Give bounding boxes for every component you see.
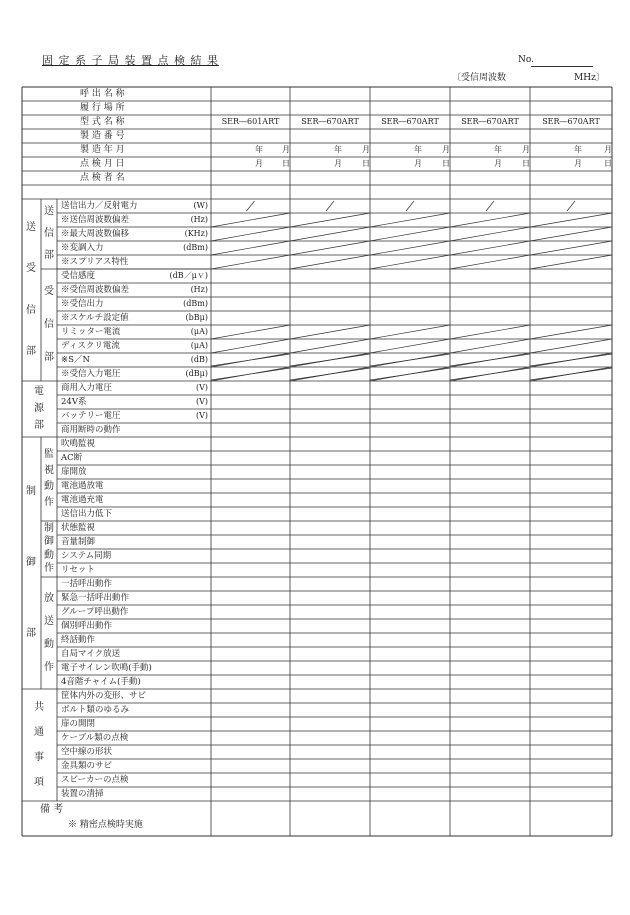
output-slash — [486, 201, 494, 211]
not-applicable-slash — [211, 325, 290, 339]
month-unit: 月 — [574, 159, 582, 168]
day-unit: 日 — [604, 159, 612, 168]
output-slash — [326, 201, 334, 211]
number-label: No. — [518, 55, 534, 65]
item-label: AC断 — [61, 453, 83, 463]
not-applicable-slash — [290, 241, 370, 255]
not-applicable-slash — [370, 354, 450, 366]
model-name: SER―670ART — [301, 117, 359, 126]
item-unit: (bBμ) — [185, 313, 208, 322]
not-applicable-slash — [290, 227, 370, 241]
item-label: 空中線の形状 — [61, 747, 113, 757]
month-unit: 月 — [494, 159, 502, 168]
not-applicable-slash — [370, 325, 450, 339]
not-applicable-slash — [211, 354, 290, 366]
section-label-dengen: 部 — [34, 420, 44, 432]
info-row-label: 型 式 名 称 — [80, 117, 125, 127]
not-applicable-slash — [530, 339, 612, 353]
section-label-sousin: 部 — [44, 250, 54, 261]
section-label-sousin-jusin: 部 — [26, 346, 36, 358]
section-label-sousin-jusin: 受 — [26, 263, 36, 275]
not-applicable-slash — [370, 368, 450, 380]
not-applicable-slash — [530, 368, 612, 380]
frequency-unit: MHz〕 — [574, 73, 605, 83]
item-label: 筐体内外の変形、サビ — [61, 691, 147, 701]
item-label: スピーカーの点検 — [61, 775, 129, 785]
year-unit: 年 — [414, 145, 422, 154]
item-label: ※受信入力電圧 — [61, 369, 121, 379]
month-unit: 月 — [362, 145, 370, 154]
not-applicable-slash — [290, 368, 370, 380]
not-applicable-slash — [450, 325, 530, 339]
section-label-kanshi: 監 — [44, 449, 54, 460]
item-label: 終話動作 — [61, 635, 96, 645]
item-label: 扉の開閉 — [61, 719, 96, 729]
year-unit: 年 — [574, 145, 582, 154]
section-label-seigyo: 制 — [26, 486, 36, 498]
item-label: バッテリー電圧 — [61, 411, 121, 421]
section-label-housou: 放 — [44, 592, 54, 604]
not-applicable-slash — [530, 255, 612, 269]
item-label: 吹鳴監視 — [61, 439, 96, 449]
item-label: 自局マイク放送 — [61, 649, 121, 659]
not-applicable-slash — [290, 339, 370, 353]
item-label: 電子サイレン吹鳴(手動) — [61, 663, 152, 673]
not-applicable-slash — [211, 227, 290, 241]
section-label-jusin: 信 — [44, 319, 54, 330]
item-label: リセット — [61, 565, 95, 575]
not-applicable-slash — [530, 213, 612, 227]
day-unit: 日 — [522, 159, 530, 168]
item-label: システム同期 — [61, 551, 112, 561]
month-unit: 月 — [255, 159, 263, 168]
item-unit: (dBm) — [183, 299, 208, 308]
item-label: 4音階チャイム(手動) — [61, 677, 141, 687]
section-label-seigyo: 御 — [26, 557, 36, 568]
item-label: 金具類のサビ — [61, 761, 113, 771]
section-label-sousin-jusin: 信 — [26, 304, 36, 316]
item-label: 24V系 — [61, 397, 87, 407]
section-label-kyoutsuu: 通 — [34, 726, 44, 738]
item-unit: (Hz) — [190, 285, 208, 294]
item-label: ※スケルチ設定値 — [61, 313, 129, 323]
section-label-seigyo: 部 — [26, 627, 36, 639]
section-label-seigyo-dousa: 作 — [44, 563, 54, 575]
month-unit: 月 — [414, 159, 422, 168]
model-name: SER―670ART — [461, 117, 519, 126]
item-unit: (dB) — [190, 355, 208, 364]
not-applicable-slash — [530, 241, 612, 255]
section-label-housou: 作 — [44, 661, 54, 673]
not-applicable-slash — [370, 213, 450, 227]
not-applicable-slash — [530, 354, 612, 366]
section-label-kanshi: 視 — [44, 465, 54, 476]
month-unit: 月 — [522, 145, 530, 154]
not-applicable-slash — [290, 354, 370, 366]
not-applicable-slash — [211, 339, 290, 353]
day-unit: 日 — [282, 159, 290, 168]
output-slash — [247, 201, 255, 211]
year-unit: 年 — [334, 145, 342, 154]
section-label-seigyo-dousa: 御 — [44, 536, 54, 548]
not-applicable-slash — [370, 339, 450, 353]
not-applicable-slash — [211, 255, 290, 269]
not-applicable-slash — [450, 241, 530, 255]
info-row-label: 製 造 年 月 — [80, 145, 125, 155]
item-label: 商用入力電圧 — [61, 383, 113, 393]
not-applicable-slash — [450, 368, 530, 380]
item-label: ※S／N — [61, 355, 90, 365]
info-row-label: 製 造 番 号 — [80, 131, 125, 141]
not-applicable-slash — [530, 325, 612, 339]
item-label: ディスクリ電流 — [61, 341, 120, 351]
section-label-jusin: 受 — [44, 285, 54, 297]
not-applicable-slash — [450, 339, 530, 353]
day-unit: 日 — [362, 159, 370, 168]
item-label: 電池過放電 — [61, 481, 104, 491]
section-label-kanshi: 動 — [44, 481, 54, 492]
not-applicable-slash — [290, 325, 370, 339]
item-label: 電池過充電 — [61, 495, 104, 505]
item-label: ボルト類のゆるみ — [61, 705, 130, 715]
section-label-dengen: 源 — [34, 403, 44, 414]
not-applicable-slash — [211, 213, 290, 227]
item-label: ※受信周波数偏差 — [61, 285, 130, 295]
item-unit: (Hz) — [190, 215, 208, 224]
remarks-label: 備 考 — [40, 804, 64, 815]
not-applicable-slash — [290, 255, 370, 269]
item-label: ※送信周波数偏差 — [61, 215, 130, 225]
section-label-kyoutsuu: 共 — [34, 701, 44, 713]
item-unit: (μA) — [190, 327, 208, 336]
item-unit: (KHz) — [184, 229, 208, 238]
item-label: グループ呼出動作 — [61, 607, 129, 617]
year-unit: 年 — [255, 145, 263, 154]
item-label: 個別呼出動作 — [61, 621, 113, 631]
section-label-seigyo-dousa: 動 — [44, 549, 54, 561]
item-unit: (μA) — [190, 341, 208, 350]
month-unit: 月 — [334, 159, 342, 168]
info-row-label: 点 検 者 名 — [80, 173, 125, 183]
output-slash — [567, 201, 575, 211]
section-label-housou: 動 — [44, 638, 54, 650]
item-unit: (V) — [195, 383, 208, 392]
month-unit: 月 — [282, 145, 290, 154]
year-unit: 年 — [494, 145, 502, 154]
not-applicable-slash — [211, 368, 290, 380]
not-applicable-slash — [530, 227, 612, 241]
section-label-dengen: 電 — [34, 385, 44, 397]
model-name: SER―670ART — [381, 117, 439, 126]
item-label: リミッター電流 — [61, 327, 121, 337]
item-label: 状態監視 — [61, 523, 96, 533]
item-label: ※最大周波数偏移 — [61, 229, 130, 239]
section-label-kanshi: 作 — [44, 497, 54, 508]
item-label: ケーブル類の点検 — [61, 733, 129, 743]
day-unit: 日 — [442, 159, 450, 168]
section-label-seigyo-dousa: 制 — [44, 522, 54, 534]
item-unit: (V) — [195, 411, 208, 420]
info-row-label: 点 検 月 日 — [80, 159, 125, 169]
not-applicable-slash — [450, 255, 530, 269]
info-row-label: 呼 出 名 称 — [80, 89, 125, 99]
section-label-sousin-jusin: 送 — [26, 221, 36, 233]
item-label: ※変調入力 — [61, 243, 104, 253]
item-label: 緊急一括呼出動作 — [61, 593, 130, 603]
document-title: 固 定 系 子 局 装 置 点 検 結 果 — [42, 54, 219, 67]
item-label: ※スプリアス特性 — [61, 257, 129, 267]
remarks-note: ※ 精密点検時実施 — [68, 820, 143, 830]
model-name: SER―670ART — [542, 117, 600, 126]
not-applicable-slash — [450, 213, 530, 227]
section-label-housou: 送 — [44, 615, 54, 627]
item-label: ※受信出力 — [61, 299, 104, 309]
item-label: 扉開放 — [61, 467, 87, 477]
item-label: 装置の清掃 — [61, 789, 104, 799]
not-applicable-slash — [290, 213, 370, 227]
item-unit: (dBm) — [183, 243, 208, 252]
not-applicable-slash — [450, 354, 530, 366]
item-label: 一括呼出動作 — [61, 579, 113, 589]
info-row-label: 履 行 場 所 — [80, 103, 125, 113]
item-unit: (W) — [193, 201, 208, 210]
item-label: 送信出力低下 — [61, 509, 113, 519]
month-unit: 月 — [604, 145, 612, 154]
number-field[interactable] — [531, 66, 593, 67]
frequency-label: 〔受信周波数 — [452, 73, 507, 83]
section-label-kyoutsuu: 事 — [34, 751, 44, 763]
month-unit: 月 — [442, 145, 450, 154]
section-label-sousin: 送 — [44, 206, 54, 217]
section-label-kyoutsuu: 項 — [34, 776, 44, 788]
model-name: SER―601ART — [221, 117, 280, 126]
item-label: 音量制御 — [61, 537, 96, 547]
item-label: 商用断時の動作 — [61, 425, 121, 435]
not-applicable-slash — [370, 255, 450, 269]
item-label: 送信出力／反射電力 — [61, 201, 138, 211]
item-unit: (V) — [195, 397, 208, 406]
item-unit: (dB／μｖ) — [169, 271, 208, 280]
item-label: 受信感度 — [61, 271, 96, 281]
not-applicable-slash — [450, 227, 530, 241]
not-applicable-slash — [370, 227, 450, 241]
not-applicable-slash — [370, 241, 450, 255]
section-label-jusin: 部 — [44, 352, 54, 364]
item-unit: (dBμ) — [185, 369, 208, 378]
section-label-sousin: 信 — [44, 228, 54, 239]
output-slash — [406, 201, 414, 211]
not-applicable-slash — [211, 241, 290, 255]
